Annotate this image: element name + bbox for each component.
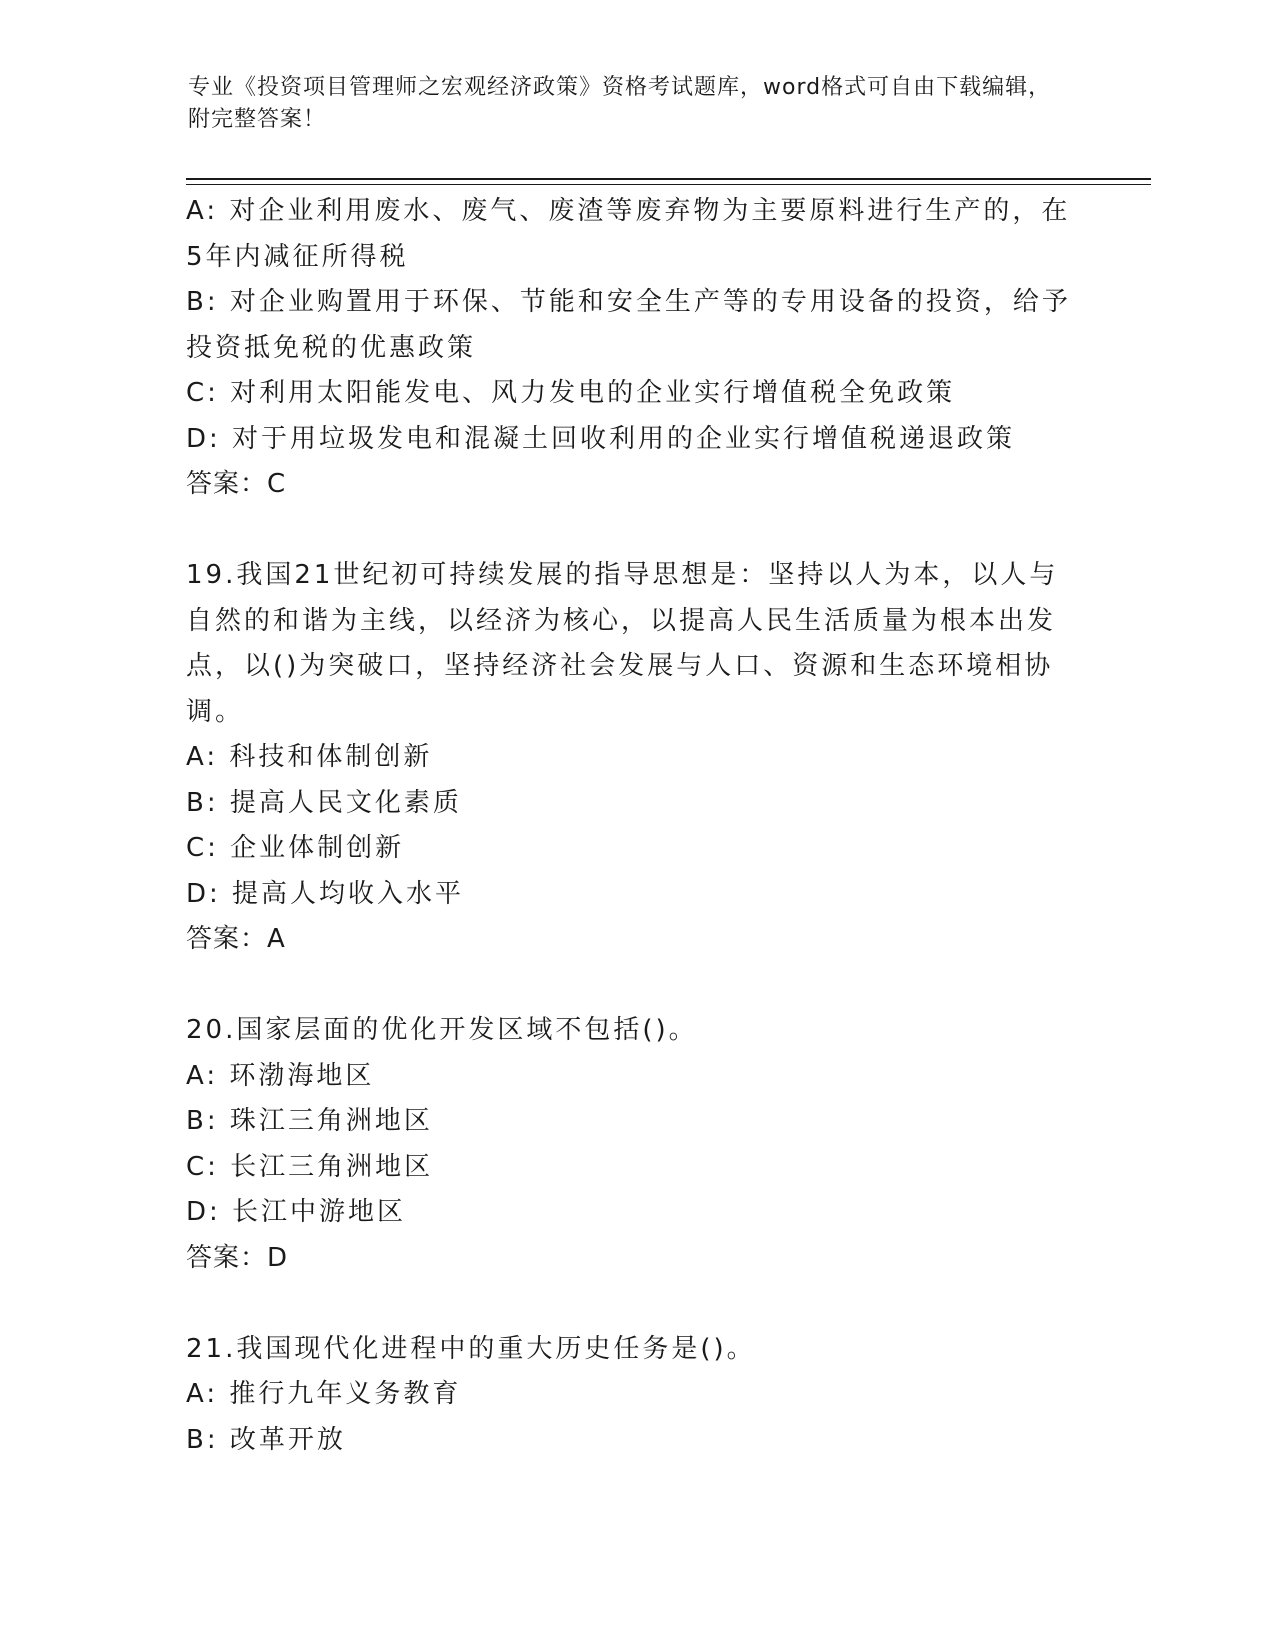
spacer: [186, 1281, 1086, 1327]
option-c: C: 企业体制创新: [186, 833, 405, 863]
question-stem-continued: 点，以()为突破口，坚持经济社会发展与人口、资源和生态环境相协: [186, 651, 1054, 681]
question-list: [186, 189, 1086, 1463]
option-b: B: 珠江三角洲地区: [186, 1106, 433, 1136]
option-d: D: 对于用垃圾发电和混凝土回收利用的企业实行增值税递退政策: [186, 423, 1016, 454]
question-18-tail: [186, 189, 1086, 508]
header-divider-thin: [186, 184, 1151, 185]
document-header: 专业《投资项目管理师之宏观经济政策》资格考试题库，word格式可自由下载编辑，附完整答案！: [188, 75, 1052, 132]
question-21: [186, 1327, 1086, 1464]
question-stem: 19.我国21世纪初可持续发展的指导思想是：坚持以人为本，以人与: [186, 560, 1059, 590]
option-c: C: 长江三角洲地区: [186, 1151, 434, 1182]
question-20: [186, 1008, 1086, 1281]
header-divider-thick: [186, 178, 1151, 180]
spacer: [186, 963, 1086, 1009]
option-d: D: 长江中游地区: [186, 1197, 407, 1227]
question-stem: 21.我国现代化进程中的重大历史任务是()。: [186, 1333, 756, 1364]
question-stem-continued: 调。: [186, 696, 245, 727]
answer: 答案：A: [186, 924, 286, 954]
option-c: C: 对利用太阳能发电、风力发电的企业实行增值税全免政策: [186, 378, 956, 408]
answer: 答案：D: [186, 1242, 289, 1273]
option-a-continued: 5年内减征所得税: [186, 241, 409, 272]
question-stem: 20.国家层面的优化开发区域不包括()。: [186, 1015, 698, 1045]
option-b: B: 改革开放: [186, 1424, 346, 1455]
spacer: [186, 508, 1086, 554]
option-b: B: 提高人民文化素质: [186, 787, 462, 818]
question-19: [186, 553, 1086, 963]
answer: 答案：C: [186, 469, 287, 499]
option-b-continued: 投资抵免税的优惠政策: [186, 332, 477, 363]
option-b: B: 对企业购置用于环保、节能和安全生产等的专用设备的投资，给予: [186, 287, 1071, 317]
option-a: A: 科技和体制创新: [186, 742, 433, 772]
question-stem-continued: 自然的和谐为主线，以经济为核心，以提高人民生活质量为根本出发: [186, 605, 1057, 636]
option-a: A: 推行九年义务教育: [186, 1379, 462, 1409]
option-d: D: 提高人均收入水平: [186, 878, 465, 909]
option-a: A: 对企业利用废水、废气、废渣等废弃物为主要原料进行生产的，在: [186, 196, 1071, 226]
option-a: A: 环渤海地区: [186, 1060, 375, 1091]
